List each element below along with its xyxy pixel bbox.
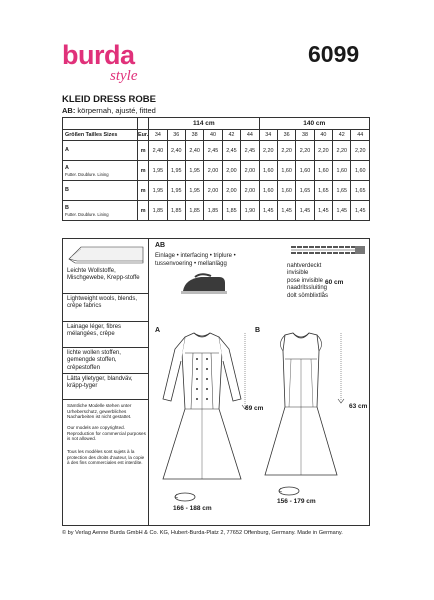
zipper-length: 60 cm [325, 279, 344, 286]
legal-de: Sämtliche Modelle stehen unter Urheberschutz, gewerbliches Nacharbeiten ist nicht gestattet. [67, 403, 132, 420]
view-b-length: 63 cm [349, 403, 368, 410]
table-row: A Futter. Doublure. Lining m 1,95 1,95 1,95 2,00 2,00 2,00 1,60 1,60 1,60 1,60 1,60 1,60 [63, 161, 370, 181]
fabric-swatch-icon [67, 243, 145, 265]
fabric-nl: lichte wollen stoffen, gemengde stoffen, crêpestoffen [67, 350, 121, 371]
width-114: 114 cm [149, 118, 259, 130]
fabric-fr: Lainage léger, fibres mélangées, crêpe [67, 324, 122, 338]
size-row: Größen Tailles Sizes Eur. 34 36 38 40 42 44 34 36 38 40 42 44 [63, 130, 370, 141]
table-row: B m 1,95 1,95 1,95 2,00 2,00 2,00 1,60 1,60 1,65 1,65 1,65 1,65 [63, 181, 370, 201]
width-header-row [63, 118, 370, 130]
zipper-text: nahtverdeckt invisible pose invisible naadritssluiting dolt sömblixtlås [287, 263, 329, 299]
pattern-info-panel [62, 238, 370, 526]
hem-circumference-a-icon [173, 491, 197, 503]
table-row: A m 2,40 2,40 2,40 2,45 2,45 2,45 2,20 2,20 2,20 2,20 2,20 2,20 [63, 141, 370, 161]
fit-description: AB: körpernah, ajusté, fitted [62, 106, 156, 115]
table-row: B Futter. Doublure. Lining m 1,85 1,85 1,85 1,85 1,85 1,90 1,45 1,45 1,45 1,45 1,45 1,45 [63, 201, 370, 221]
width-140: 140 cm [259, 118, 369, 130]
fabric-requirements-table [62, 117, 370, 221]
view-b-label: B [255, 327, 261, 334]
logo-style: style [110, 68, 138, 84]
fabric-de: Leichte Wollstoffe, Mischgewebe, Krepp-stoffe [67, 268, 140, 282]
zipper-icon [287, 243, 367, 257]
burda-logo [62, 40, 152, 90]
dress-a-illustration [149, 329, 259, 489]
logo-wordmark: burda [62, 40, 135, 70]
view-a-length: 69 cm [245, 405, 264, 412]
pattern-number: 6099 [308, 41, 360, 67]
iron-icon [179, 273, 227, 295]
view-a-label: A [155, 327, 161, 334]
copyright-notice: © by Verlag Aenne Burda GmbH & Co. KG, Hubert-Burda-Platz 2, 77652 Offenburg, Germany. Made in Germany. [62, 530, 343, 536]
legal-en: Our models are copyrighted. Reproduction for commercial purposes is not allowed. [67, 425, 146, 442]
notions-label: AB [155, 242, 166, 249]
dress-b-illustration [253, 329, 363, 489]
fabric-en: Lightweight wools, blends, crêpe fabrics [67, 296, 138, 310]
view-b-hem: 156 - 179 cm [277, 498, 316, 505]
hem-circumference-b-icon [277, 485, 301, 497]
interfacing-text: Einlage • interfacing • triplure • tussenvoering • mellanlägg [155, 253, 236, 267]
fabric-sv: Lätta ylletyger, blandväv, kräpp-tyger [67, 376, 133, 390]
fabric-column [63, 239, 149, 525]
garment-title: KLEID DRESS ROBE [62, 94, 156, 105]
legal-fr: Tous les modèles sont sujets à la protection des droits d'auteur, la copie à des fins commerciales est interdite. [67, 449, 145, 466]
view-a-hem: 166 - 188 cm [173, 505, 212, 512]
